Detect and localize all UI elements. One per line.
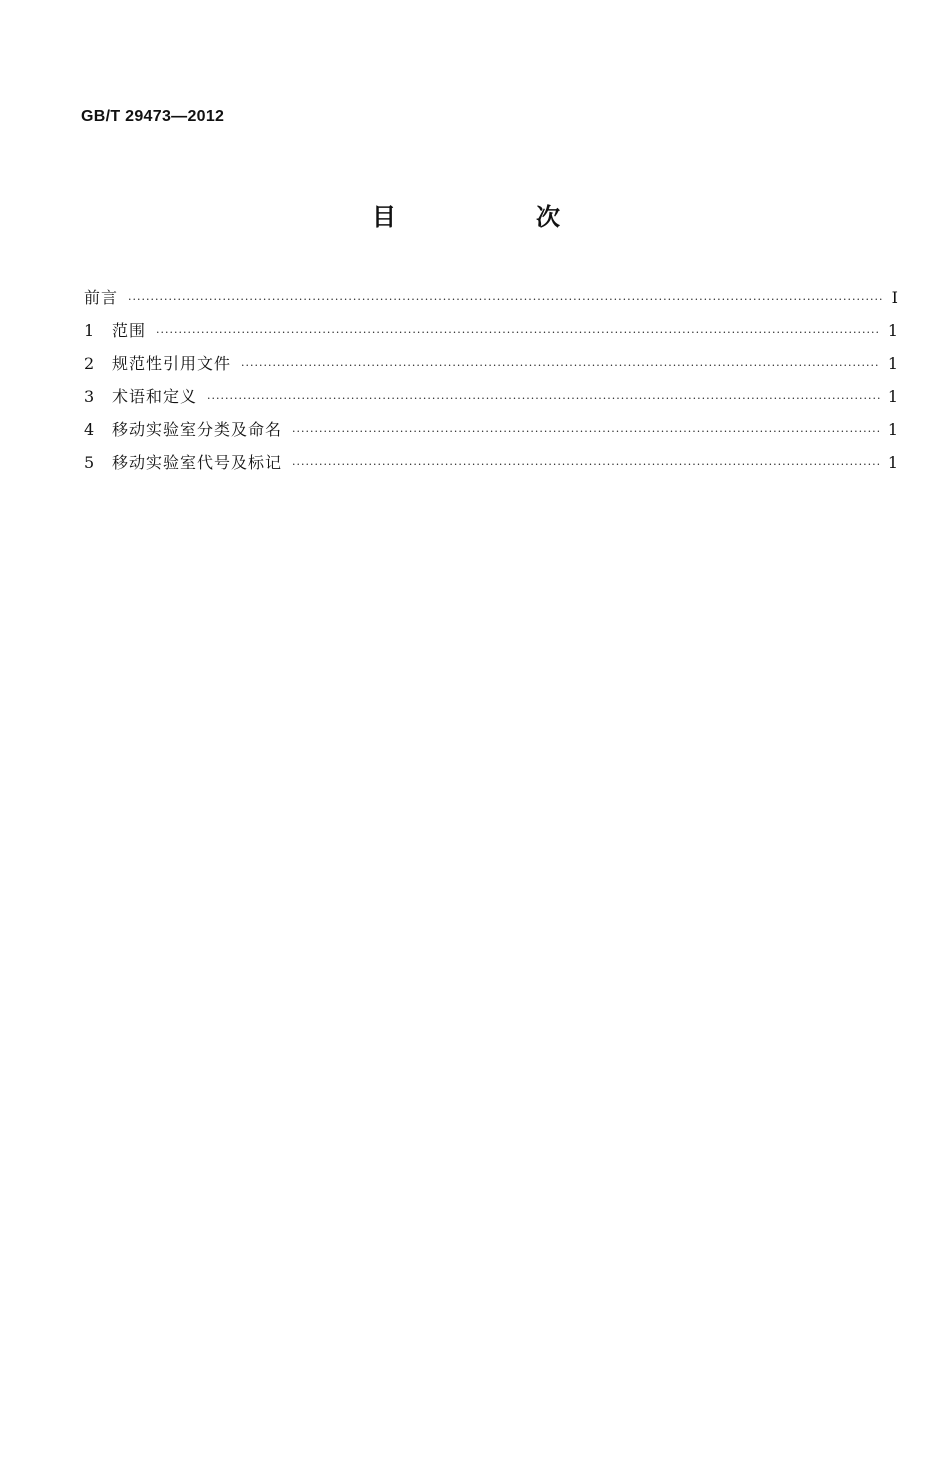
dot-leader [128,288,884,312]
toc-entry-text: 范围 [112,321,147,340]
toc-entry-scope[interactable] [84,319,898,352]
toc-entry-number: 2 [84,354,95,373]
toc-entry-code-marking[interactable] [84,451,898,484]
dot-leader [292,420,880,444]
toc-entry-classification-naming[interactable] [84,418,898,451]
dot-leader [207,387,880,411]
toc-entry-normative-references[interactable] [84,352,898,385]
toc-entry-page: 1 [887,453,898,472]
toc-entry-number: 1 [84,321,95,340]
toc-entry-page: Ⅰ [891,288,898,307]
toc-entry-text: 前言 [84,288,119,307]
page-title: 目 次 [372,203,618,231]
toc-entry-foreword[interactable] [84,286,898,319]
toc-entry-number: 4 [84,420,95,439]
dot-leader [241,354,880,378]
toc-entry-page: 1 [887,420,898,439]
toc-entry-page: 1 [887,387,898,406]
toc-entry-text: 术语和定义 [112,387,198,406]
dot-leader [156,321,880,345]
toc-entry-terms-definitions[interactable] [84,385,898,418]
toc-entry-number: 3 [84,387,95,406]
toc-entry-page: 1 [887,321,898,340]
toc-entry-text: 移动实验室代号及标记 [112,453,283,472]
dot-leader [292,453,880,477]
standard-code: GB/T 29473—2012 [81,108,225,125]
toc-entry-number: 5 [84,453,95,472]
table-of-contents [84,286,898,484]
toc-entry-text: 移动实验室分类及命名 [112,420,283,439]
toc-entry-page: 1 [887,354,898,373]
toc-entry-text: 规范性引用文件 [112,354,232,373]
